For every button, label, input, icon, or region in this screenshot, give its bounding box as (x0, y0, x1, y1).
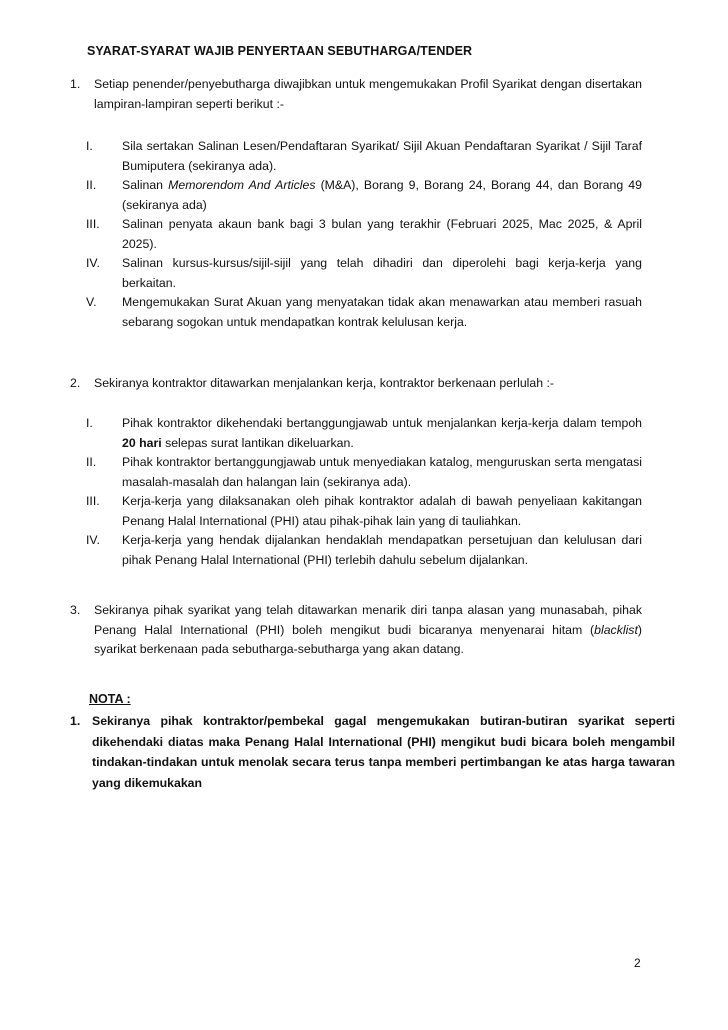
section-number: 2. (70, 376, 81, 390)
roman-numeral: IV. (86, 256, 100, 270)
section-1-list (86, 137, 642, 332)
section-text: Sekiranya pihak syarikat yang telah ditawarkan menarik diri tanpa alasan yang munasabah, pihak Penang Halal International (PHI) boleh mengikut budi bicaranya menyenarai hitam (blacklist) syarikat berkenaan pada sebutharga-sebutharga yang akan datang. (94, 603, 642, 656)
roman-numeral: I. (86, 416, 93, 430)
roman-numeral: II. (86, 178, 97, 192)
list-item (86, 176, 642, 215)
list-item-text: Salinan Memorendom And Articles (M&A), Borang 9, Borang 24, Borang 44, dan Borang 49 (sekiranya ada) (122, 178, 642, 212)
list-item (86, 492, 642, 531)
section-2-list (86, 414, 642, 570)
bold-duration: 20 hari (122, 435, 162, 450)
section-number: 3. (70, 603, 81, 617)
nota-number: 1. (70, 714, 81, 728)
section-1 (70, 75, 642, 114)
list-item (86, 293, 642, 332)
roman-numeral: I. (86, 139, 93, 153)
roman-numeral: III. (86, 217, 100, 231)
section-2 (70, 374, 642, 394)
roman-numeral: II. (86, 455, 97, 469)
list-item (86, 453, 642, 492)
section-text: Setiap penender/penyebutharga diwajibkan untuk mengemukakan Profil Syarikat dengan disertakan lampiran-lampiran seperti berikut :- (94, 77, 642, 111)
nota-text: Sekiranya pihak kontraktor/pembekal gagal mengemukakan butiran-butiran syarikat seperti dikehendaki diatas maka Penang Halal International (PHI) mengikut budi bicara boleh mengambil tindakan-tindakan untuk menolak secara terus tanpa memberi pertimbangan ke atas harga tawaran yang dikemukakan (92, 714, 675, 790)
list-item (86, 137, 642, 176)
page-title: SYARAT-SYARAT WAJIB PENYERTAAN SEBUTHARGA/TENDER (87, 44, 473, 58)
section-3 (70, 601, 642, 660)
italic-term: Memorendom And Articles (168, 178, 316, 192)
list-item-text: Salinan penyata akaun bank bagi 3 bulan yang terakhir (Februari 2025, Mac 2025, & April 2025). (122, 217, 642, 251)
roman-numeral: V. (86, 295, 97, 309)
list-item-text: Sila sertakan Salinan Lesen/Pendaftaran Syarikat/ Sijil Akuan Pendaftaran Syarikat / Sijil Taraf Bumiputera (sekiranya ada). (122, 139, 642, 173)
list-item-text: Kerja-kerja yang dilaksanakan oleh pihak kontraktor adalah di bawah penyeliaan kakitangan Penang Halal International (PHI) atau pihak-pihak lain yang di tauliahkan. (122, 494, 642, 528)
nota-paragraph (70, 711, 675, 793)
page-number: 2 (634, 956, 641, 970)
list-item (86, 414, 642, 453)
list-item-text: Pihak kontraktor dikehendaki bertanggungjawab untuk menjalankan kerja-kerja dalam tempoh 20 hari selepas surat lantikan dikeluarkan. (122, 416, 642, 450)
italic-term: blacklist (594, 622, 638, 637)
section-text: Sekiranya kontraktor ditawarkan menjalankan kerja, kontraktor berkenaan perlulah :- (94, 376, 555, 390)
list-item-text: Salinan kursus-kursus/sijil-sijil yang telah dihadiri dan diperolehi bagi kerja-kerja yang berkaitan. (122, 256, 642, 290)
list-item (86, 254, 642, 293)
list-item (86, 531, 642, 570)
section-number: 1. (70, 77, 81, 91)
roman-numeral: IV. (86, 533, 100, 547)
nota-heading: NOTA : (89, 692, 131, 706)
list-item-text: Kerja-kerja yang hendak dijalankan hendaklah mendapatkan persetujuan dan kelulusan dari pihak Penang Halal International (PHI) terlebih dahulu sebelum dijalankan. (122, 533, 642, 567)
list-item (86, 215, 642, 254)
list-item-text: Pihak kontraktor bertanggungjawab untuk menyediakan katalog, menguruskan serta mengatasi masalah-masalah dan halangan lain (sekiranya ada). (122, 455, 642, 489)
roman-numeral: III. (86, 494, 100, 508)
list-item-text: Mengemukakan Surat Akuan yang menyatakan tidak akan menawarkan atau memberi rasuah sebarang sogokan untuk mendapatkan kontrak kelulusan kerja. (122, 295, 642, 329)
